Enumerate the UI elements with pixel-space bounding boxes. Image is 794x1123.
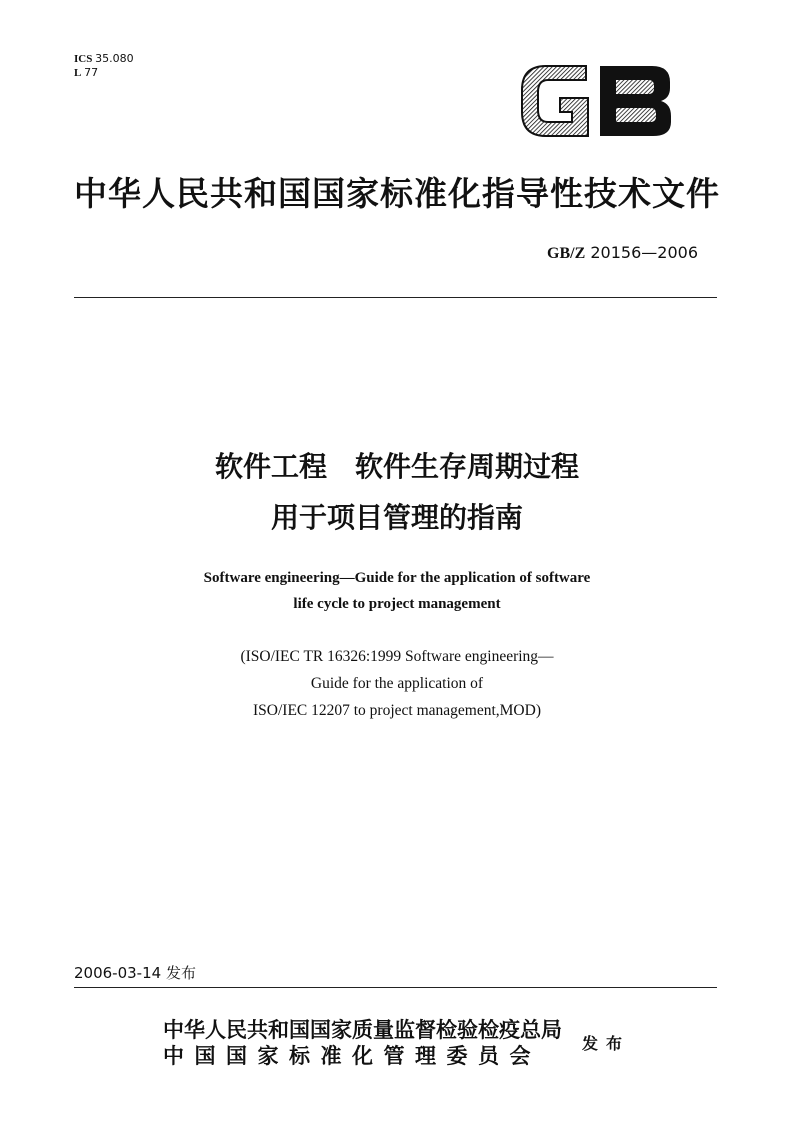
classification-codes [74, 52, 134, 80]
reference-line3: ISO/IEC 12207 to project management,MOD) [253, 702, 541, 719]
header-divider [74, 297, 717, 298]
ics-code: ICS 35.080 [74, 52, 134, 65]
standard-code: 20156—2006 [590, 243, 698, 262]
issuer-line1: 中华人民共和国国家质量监督检验检疫总局 [163, 1018, 562, 1042]
standard-number [547, 243, 698, 263]
issuing-authorities [163, 1017, 562, 1069]
gb-logo [516, 60, 676, 142]
publish-label: 发布 [582, 1034, 631, 1053]
document-type-heading: 中华人民共和国国家标准化指导性技术文件 [74, 174, 720, 213]
title-en-line2: life cycle to project management [293, 596, 501, 612]
reference-line1: (ISO/IEC TR 16326:1999 Software engineering— [240, 648, 554, 665]
standard-prefix: GB/Z [547, 245, 586, 262]
footer-divider [74, 987, 717, 988]
reference-line2: Guide for the application of [310, 675, 484, 692]
reference-standard [0, 643, 794, 724]
title-cn-line1: 软件工程 软件生存周期过程 [214, 450, 579, 483]
title-en [0, 565, 794, 617]
issuer-line2: 中国国家标准化管理委员会 [163, 1044, 541, 1068]
title-cn-line2: 用于项目管理的指南 [270, 501, 523, 534]
title-en-line1: Software engineering—Guide for the application of software [203, 570, 591, 586]
ccs-code: L 77 [74, 66, 99, 79]
issue-date: 2006-03-14 发布 [74, 964, 196, 982]
